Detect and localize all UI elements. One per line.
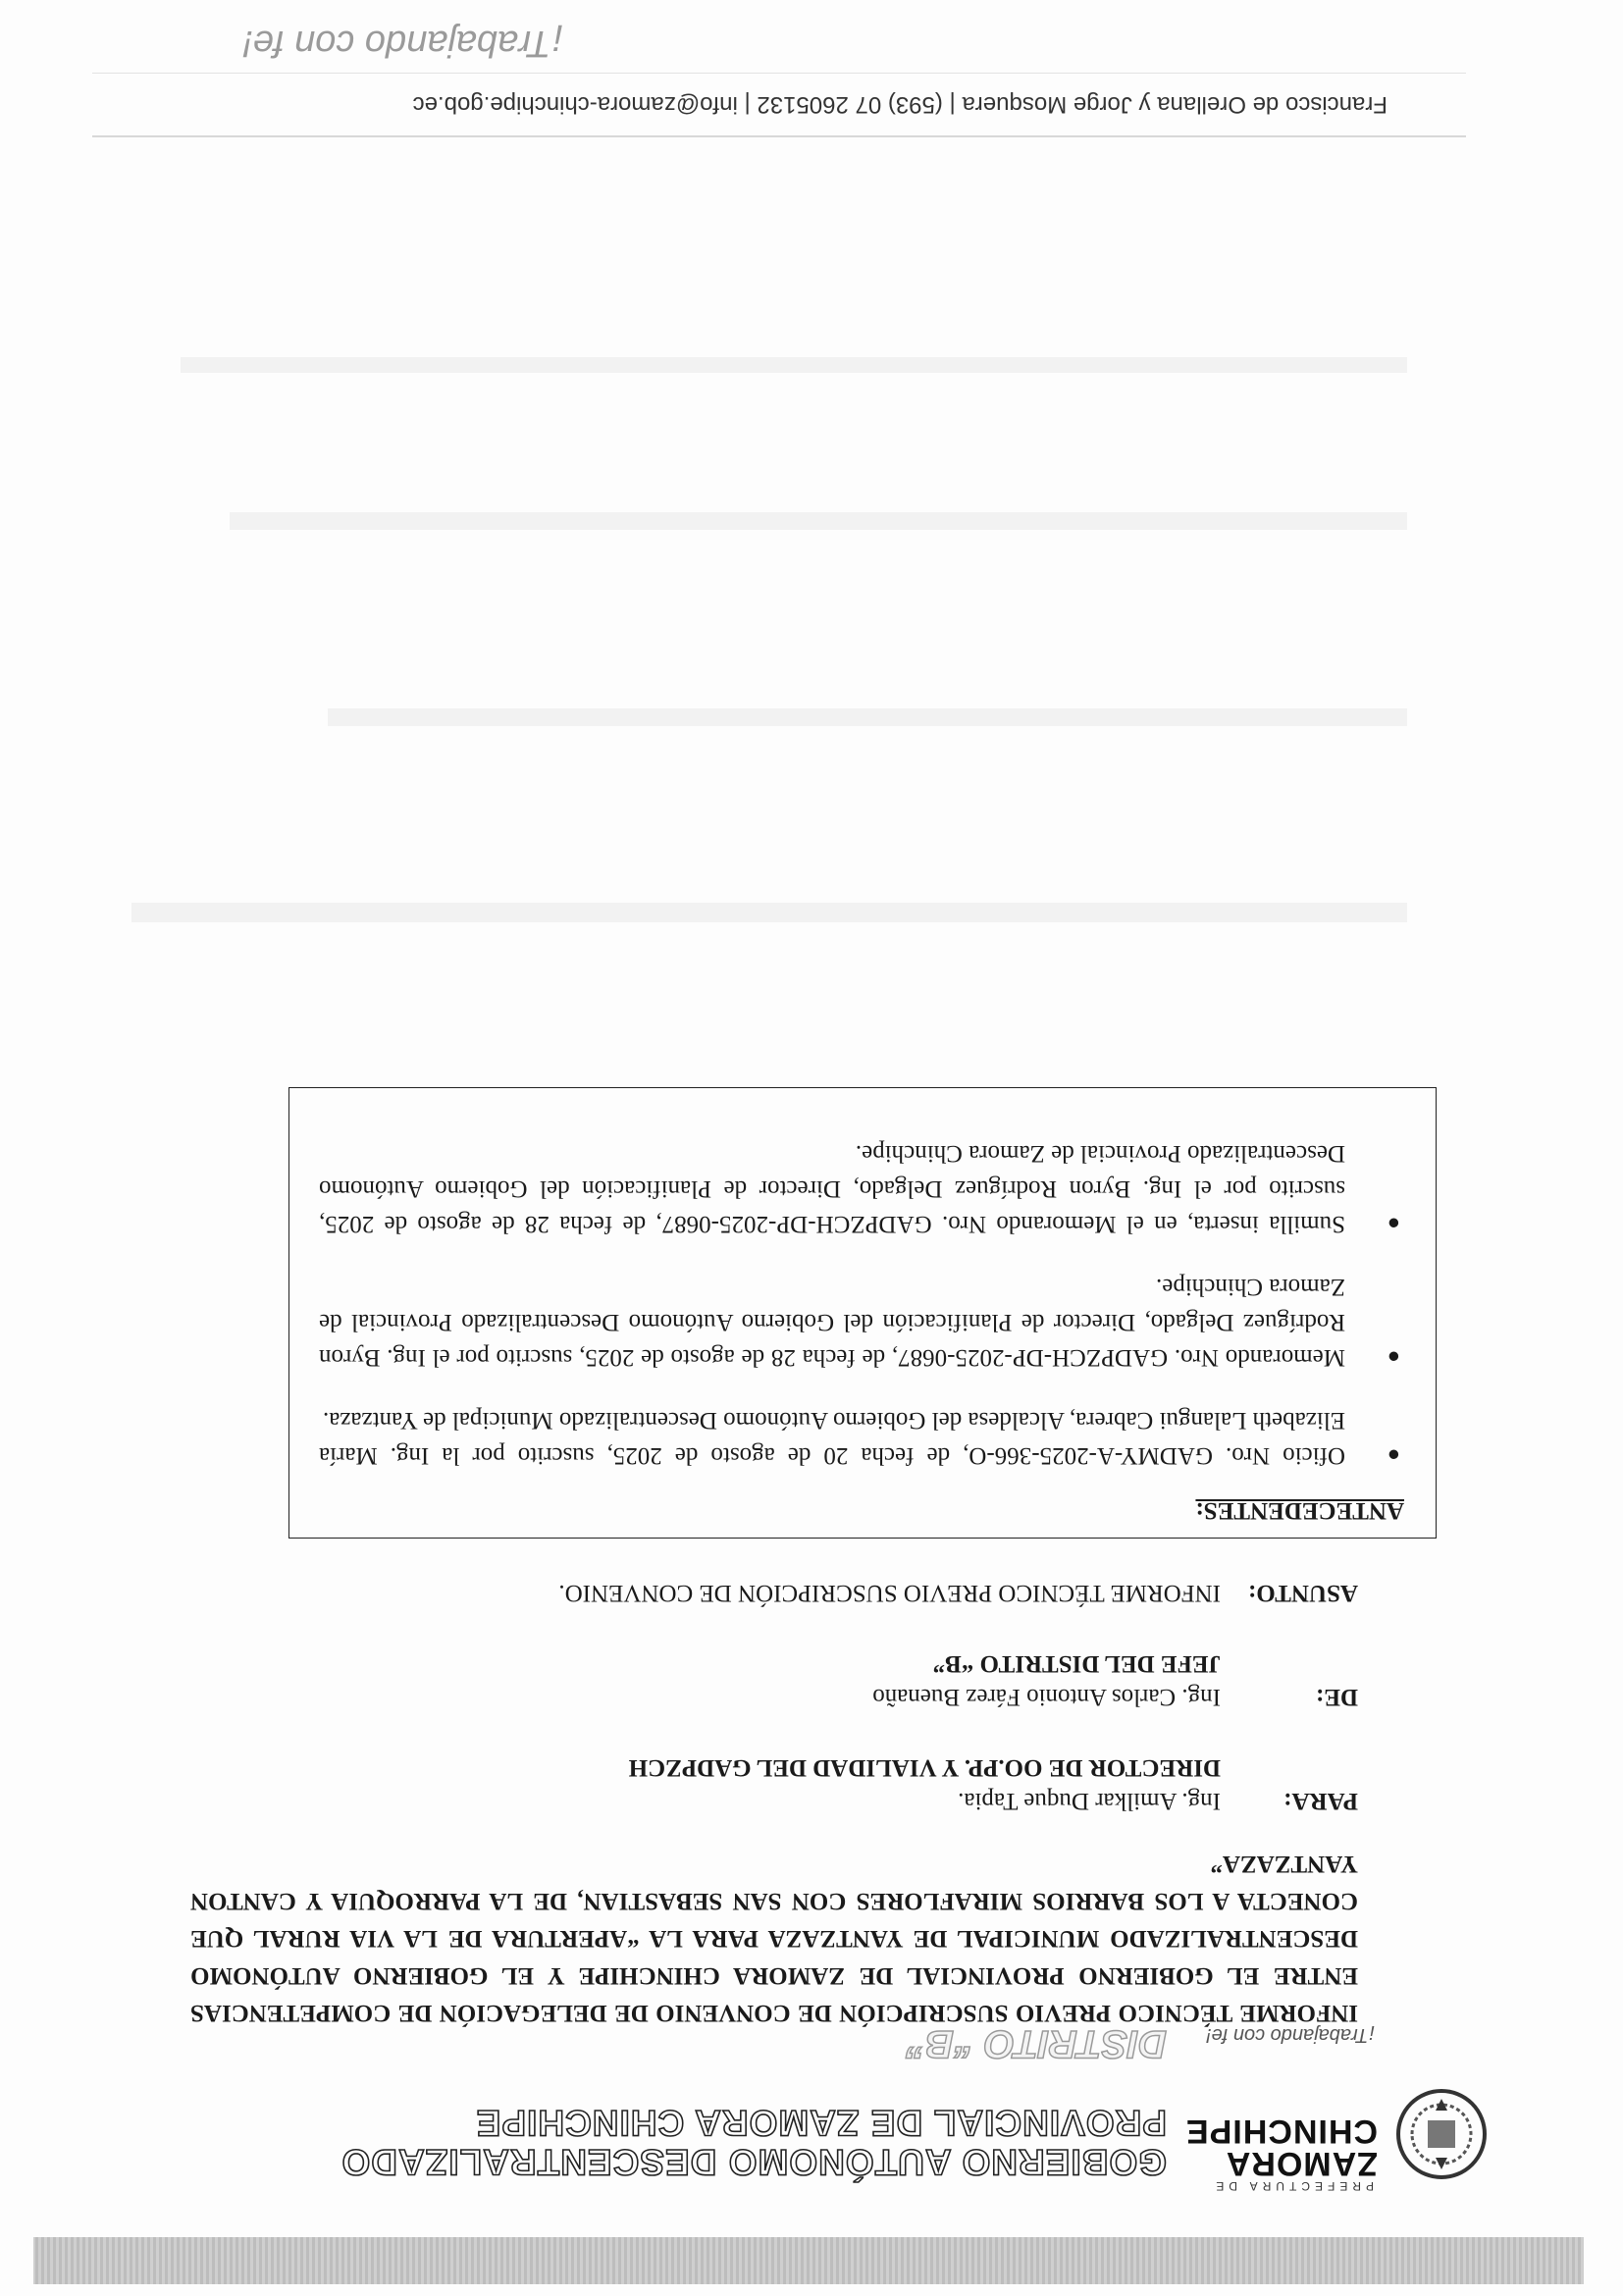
bleed-through-shade xyxy=(328,708,1407,726)
scan-edge-bar xyxy=(33,2237,1584,2284)
de-field xyxy=(190,1646,1358,1713)
letterhead xyxy=(117,2022,1491,2193)
antecedente-item xyxy=(319,1402,1400,1473)
gad-title-line2: PROVINCIAL DE ZAMORA CHINCHIPE xyxy=(475,2103,1167,2143)
bleed-through-shade xyxy=(181,357,1407,373)
asunto-text: INFORME TÉCNICO PREVIO SUSCRIPCIÓN DE CONVENIO. xyxy=(558,1580,1221,1606)
distrito-label: DISTRITO “B” xyxy=(906,2022,1167,2065)
bullet-icon: ● xyxy=(1387,1212,1400,1236)
footer-contact: Francisco de Orellana y Jorge Mosquera | (593) 07 2605132 | info@zamora-chinchipe.gob.ec xyxy=(412,91,1387,118)
de-role: JEFE DEL DISTRITO “B” xyxy=(932,1650,1221,1677)
para-role: DIRECTOR DE OO.PP. Y VIALIDAD DEL GADPZCH xyxy=(628,1754,1221,1781)
antecedente-text: Memorando Nro. GADPZCH-DP-2025-0687, de fecha 28 de agosto de 2025, suscrito por el Ing. Byron Rodríguez Delgado, Director de Planificación del Gobierno Autónomo Descentralizado Provincial de Zamora Chinchipe. xyxy=(319,1274,1345,1371)
brand-zamora: ZAMORA xyxy=(1225,2145,1378,2182)
para-name: Ing. Amilkar Duque Tapia. xyxy=(958,1788,1221,1814)
footer-divider xyxy=(92,135,1466,137)
de-name: Ing. Carlos Antonio Fárez Buenaño xyxy=(872,1684,1221,1710)
antecedentes-title: ANTECEDENTES: xyxy=(1195,1497,1404,1524)
footer-divider xyxy=(92,73,1466,74)
para-field xyxy=(190,1750,1358,1817)
antecedente-item xyxy=(319,1269,1400,1375)
prefectura-logo-icon xyxy=(1392,2085,1491,2183)
asunto-label: ASUNTO: xyxy=(1247,1580,1358,1606)
de-label: DE: xyxy=(1315,1684,1358,1710)
gad-title-block xyxy=(254,2022,1167,2182)
bullet-icon: ● xyxy=(1387,1345,1400,1370)
bleed-through-shade xyxy=(131,903,1407,922)
prefectura-label: PREFECTURA DE xyxy=(1211,2179,1374,2193)
antecedentes-box xyxy=(288,1087,1437,1539)
header-slogan: ¡Trabajando con fe! xyxy=(1206,2024,1375,2046)
document-title: INFORME TÉCNICO PREVIO SUSCRIPCIÓN DE CONVENIO DE DELEGACIÓN DE COMPETENCIAS ENTRE EL GOBIERNO PROVINCIAL DE ZAMORA CHINCHIPE Y EL GOBIERNO AUTÓNOMO DESCENTRALIZADO MUNICIPAL DE YANTZAZA PARA LA “APERTURA DE LA VIA RURAL QUE CONECTA A LOS BARRIOS MIRAFLORES CON SAN SEBASTIAN, DE LA PARROQUIA Y CANTON YANTZAZA” xyxy=(190,1851,1358,2026)
brand-chinchipe: CHINCHIPE xyxy=(1184,2113,1378,2150)
bullet-icon: ● xyxy=(1387,1443,1400,1468)
footer-slogan: ¡Trabajando con fe! xyxy=(242,23,563,64)
antecedente-text: Sumilla inserta, en el Memorando Nro. GADPZCH-DP-2025-0687, de fecha 28 de agosto de 2025, suscrito por el Ing. Byron Rodríguez Delgado, Director de Planificación del Gobierno Autónomo Descentralizado Provincial de Zamora Chinchipe. xyxy=(319,1140,1345,1237)
para-label: PARA: xyxy=(1283,1788,1358,1814)
gad-title-line1: GOBIERNO AUTÓNOMO DESCENTRALIZADO xyxy=(340,2142,1167,2182)
antecedente-item xyxy=(319,1135,1400,1241)
prefectura-brand xyxy=(1181,2114,1378,2193)
antecedente-text: Oficio Nro. GADMY-A-2025-366-O, de fecha 20 de agosto de 2025, suscrito por la Ing. María Elizabeth Lalangui Cabrera, Alcaldesa del Gobierno Autónomo Descentralizado Municipal de Yantzaza. xyxy=(319,1407,1345,1469)
bleed-through-shade xyxy=(230,512,1407,530)
document-body xyxy=(190,1087,1404,2031)
asunto-field xyxy=(190,1576,1358,1609)
